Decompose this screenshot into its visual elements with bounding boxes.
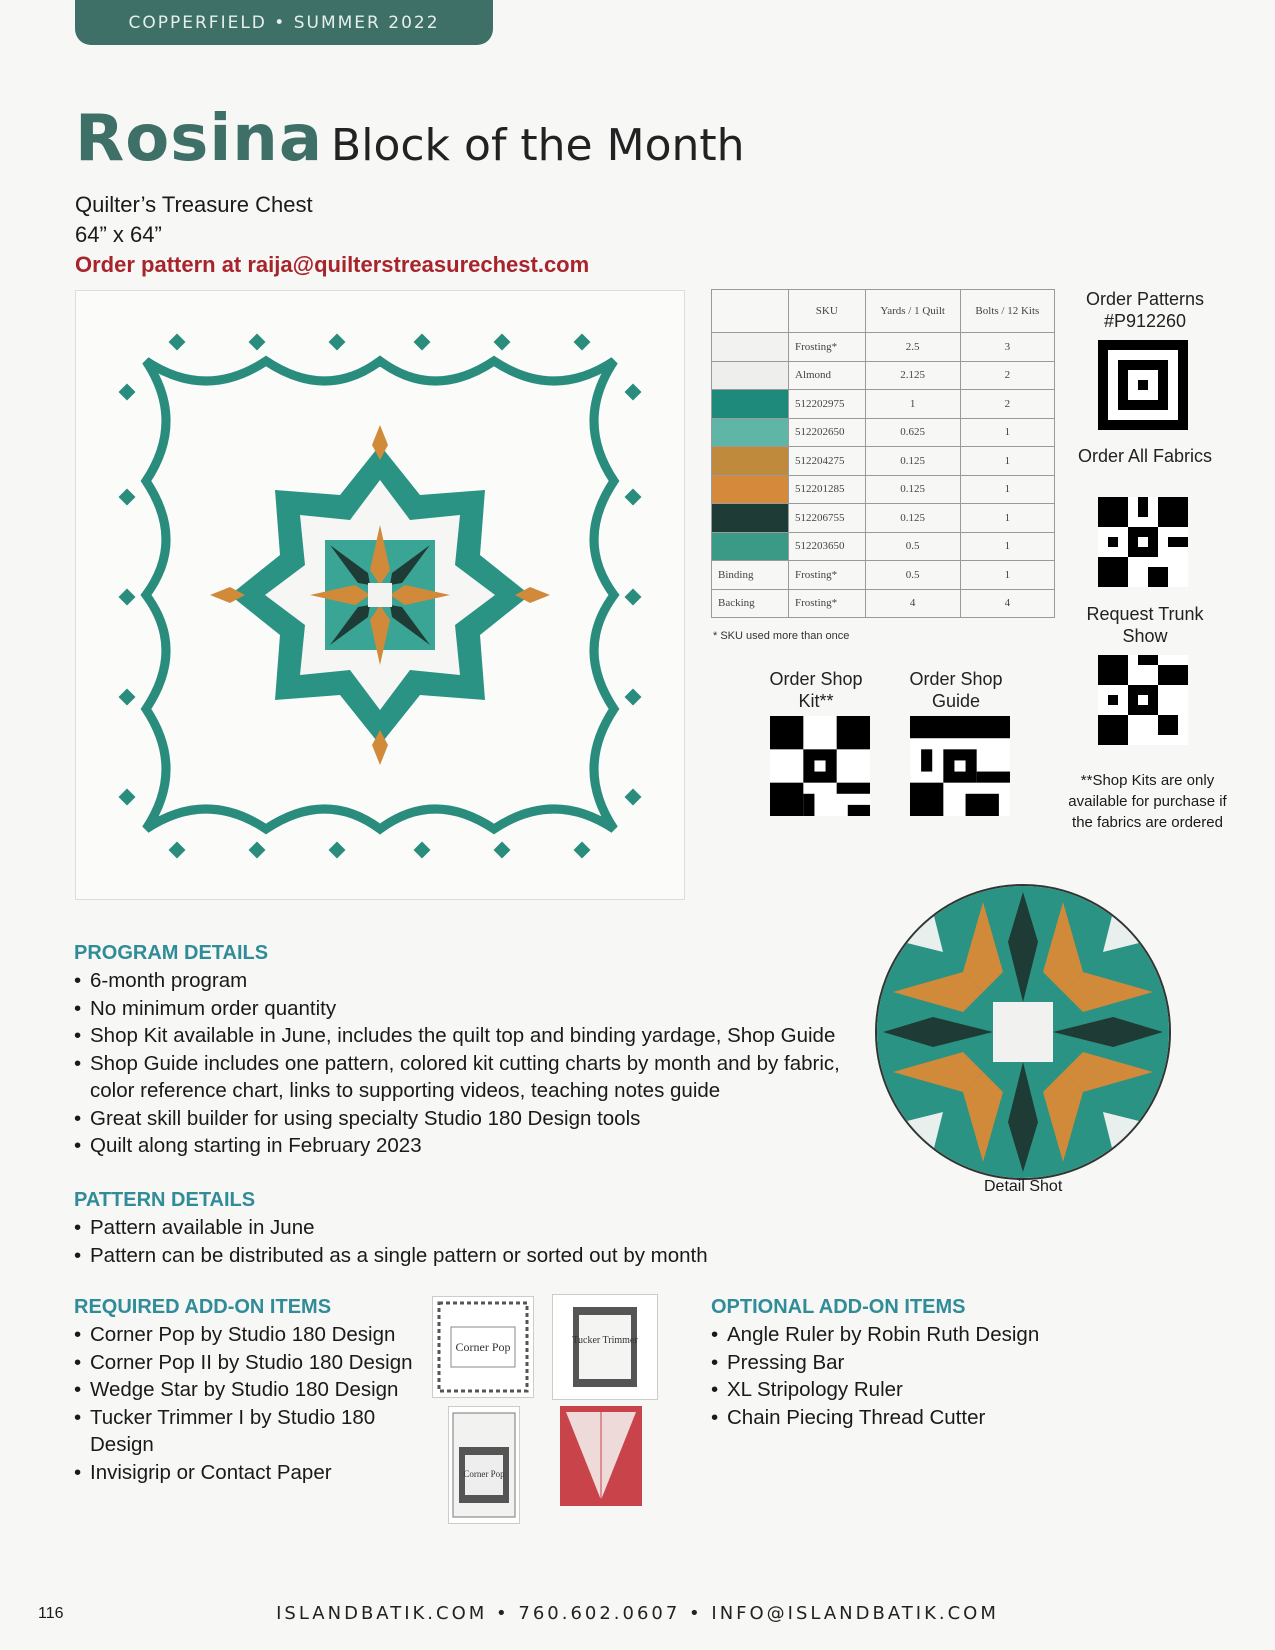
sku-cell: 512202650: [789, 418, 866, 447]
qr-label-patterns: Order Patterns #P912260: [1085, 289, 1205, 331]
optional-addons: [711, 1296, 1131, 1431]
catalog-tab: COPPERFIELD • SUMMER 2022: [75, 0, 493, 45]
optional-item: • Pressing Bar: [711, 1349, 1131, 1377]
pattern-item: • Pattern can be distributed as a single pattern or sorted out by month: [74, 1242, 854, 1270]
detail-shot-caption: Detail Shot: [984, 1178, 1063, 1195]
page-title: [75, 102, 745, 176]
yards-cell: 4: [865, 589, 960, 618]
quilt-size: 64” x 64”: [75, 222, 162, 247]
shop-kit-note: **Shop Kits are only available for purchase if the fabrics are ordered: [1068, 772, 1227, 831]
qr-label-shop-kit: Order Shop Kit**: [769, 669, 863, 711]
yards-cell: 2.125: [865, 361, 960, 390]
pattern-heading: PATTERN DETAILS: [74, 1189, 256, 1211]
qr-code-shop-guide-icon[interactable]: [910, 716, 1010, 816]
wedge-star-product-image: [560, 1406, 642, 1506]
tucker-trimmer-label: Tucker Trimmer: [572, 1335, 638, 1346]
corner-pop-ii-label: Corner Pop: [463, 1469, 505, 1479]
yards-cell: 0.125: [865, 447, 960, 476]
title-sub: Block of the Month: [331, 120, 745, 171]
required-item: • Corner Pop by Studio 180 Design: [74, 1321, 434, 1349]
required-item: • Invisigrip or Contact Paper: [74, 1459, 434, 1487]
optional-item: • Angle Ruler by Robin Ruth Design: [711, 1321, 1131, 1349]
designer: Quilter’s Treasure Chest: [75, 192, 313, 217]
fabric-swatch: Backing: [712, 589, 789, 618]
bolts-cell: 2: [960, 361, 1054, 390]
bolts-cell: 1: [960, 418, 1054, 447]
yards-cell: 0.625: [865, 418, 960, 447]
optional-item: • XL Stripology Ruler: [711, 1376, 1131, 1404]
bolts-cell: 1: [960, 504, 1054, 533]
sku-cell: 512206755: [789, 504, 866, 533]
table-footnote: * SKU used more than once: [713, 630, 850, 642]
fabric-swatch: [712, 475, 789, 504]
program-item: • Shop Guide includes one pattern, colored kit cutting charts by month and by fabric, color reference chart, links to supporting videos, teaching notes guide: [74, 1050, 854, 1105]
bolts-cell: 1: [960, 447, 1054, 476]
program-heading: PROGRAM DETAILS: [74, 942, 269, 964]
required-heading: REQUIRED ADD-ON ITEMS: [74, 1296, 332, 1318]
bolts-cell: 1: [960, 532, 1054, 561]
table-header-blank: [712, 290, 789, 333]
table-header-bolts: Bolts / 12 Kits: [960, 290, 1054, 333]
yards-cell: 0.125: [865, 504, 960, 533]
sku-cell: 512201285: [789, 475, 866, 504]
corner-pop-label: Corner Pop: [455, 1340, 511, 1354]
program-item: • Shop Kit available in June, includes the quilt top and binding yardage, Shop Guide: [74, 1022, 854, 1050]
qr-label-trunk: Request Trunk Show: [1086, 604, 1204, 646]
fabric-swatch: [712, 447, 789, 476]
sku-cell: Almond: [789, 361, 866, 390]
pattern-item: • Pattern available in June: [74, 1214, 854, 1242]
pattern-details: [74, 1189, 854, 1269]
bolts-cell: 1: [960, 561, 1054, 590]
program-item: • No minimum order quantity: [74, 995, 854, 1023]
table-header-yards: Yards / 1 Quilt: [865, 290, 960, 333]
qr-code-shop-kit-icon[interactable]: [770, 716, 870, 816]
bolts-cell: 3: [960, 333, 1054, 362]
qr-label-fabrics: Order All Fabrics: [1077, 446, 1213, 466]
yards-cell: 2.5: [865, 333, 960, 362]
fabric-swatch: [712, 390, 789, 419]
program-item: • Quilt along starting in February 2023: [74, 1132, 854, 1160]
table-header-sku: SKU: [789, 290, 866, 333]
fabric-swatch: [712, 532, 789, 561]
table-row: [712, 475, 1055, 504]
program-item: • 6-month program: [74, 967, 854, 995]
required-addons: [74, 1296, 434, 1486]
required-item: • Wedge Star by Studio 180 Design: [74, 1376, 434, 1404]
qr-code-patterns-icon[interactable]: [1098, 340, 1188, 430]
bolts-cell: 1: [960, 475, 1054, 504]
fabric-swatch: [712, 333, 789, 362]
sku-cell: Frosting*: [789, 333, 866, 362]
footer-contact[interactable]: ISLANDBATIK.COM • 760.602.0607 • INFO@ISLANDBATIK.COM: [276, 1603, 999, 1624]
table-row: [712, 333, 1055, 362]
corner-pop-ii-product-image: [448, 1406, 520, 1524]
tucker-trimmer-product-image: [552, 1294, 658, 1400]
corner-pop-product-image: [432, 1296, 534, 1398]
fabric-table: [711, 289, 1055, 618]
yards-cell: 0.5: [865, 532, 960, 561]
sku-cell: 512202975: [789, 390, 866, 419]
table-row: [712, 589, 1055, 618]
table-row: [712, 447, 1055, 476]
detail-shot-image: [875, 884, 1171, 1180]
pattern-meta: [75, 190, 589, 280]
required-item: • Corner Pop II by Studio 180 Design: [74, 1349, 434, 1377]
sku-cell: 512203650: [789, 532, 866, 561]
optional-item: • Chain Piecing Thread Cutter: [711, 1404, 1131, 1432]
qr-label-shop-guide: Order Shop Guide: [909, 669, 1003, 711]
sku-cell: Frosting*: [789, 589, 866, 618]
qr-code-fabrics-icon[interactable]: [1098, 497, 1188, 587]
order-link[interactable]: Order pattern at raija@quilterstreasurechest.com: [75, 252, 590, 277]
yards-cell: 0.5: [865, 561, 960, 590]
bolts-cell: 2: [960, 390, 1054, 419]
table-row: [712, 561, 1055, 590]
fabric-swatch: Binding: [712, 561, 789, 590]
program-item: • Great skill builder for using specialty Studio 180 Design tools: [74, 1105, 854, 1133]
fabric-swatch: [712, 504, 789, 533]
program-details: [74, 942, 854, 1160]
bolts-cell: 4: [960, 589, 1054, 618]
fabric-swatch: [712, 361, 789, 390]
fabric-swatch: [712, 418, 789, 447]
table-row: [712, 418, 1055, 447]
page-number: 116: [38, 1605, 64, 1622]
yards-cell: 1: [865, 390, 960, 419]
optional-heading: OPTIONAL ADD-ON ITEMS: [711, 1296, 966, 1318]
required-item: • Tucker Trimmer I by Studio 180 Design: [74, 1404, 434, 1459]
table-row: [712, 390, 1055, 419]
yards-cell: 0.125: [865, 475, 960, 504]
sku-cell: 512204275: [789, 447, 866, 476]
qr-code-trunk-show-icon[interactable]: [1098, 655, 1188, 745]
table-row: [712, 361, 1055, 390]
quilt-image: [75, 290, 685, 900]
title-main: Rosina: [75, 102, 324, 176]
table-row: [712, 532, 1055, 561]
sku-cell: Frosting*: [789, 561, 866, 590]
table-row: [712, 504, 1055, 533]
